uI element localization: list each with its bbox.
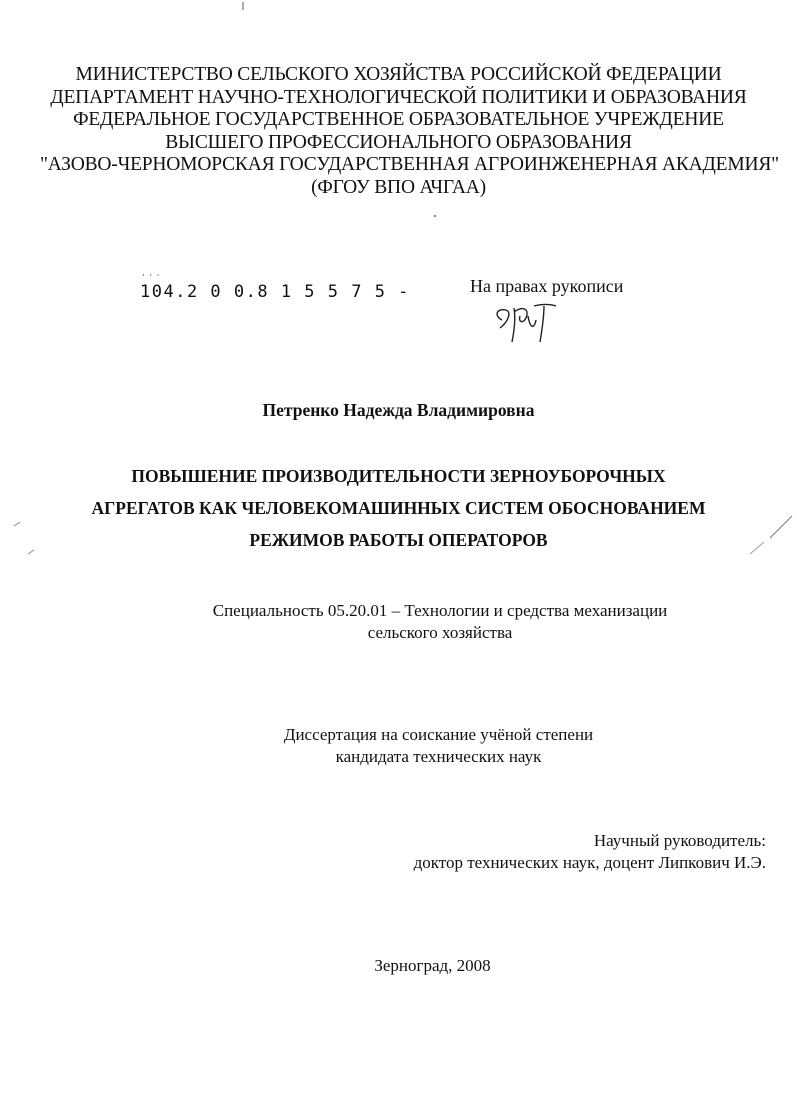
title-line-1: ПОВЫШЕНИЕ ПРОИЗВОДИТЕЛЬНОСТИ ЗЕРНОУБОРОЧНЫХ <box>131 466 666 486</box>
specialty-line-2: сельского хозяйства <box>367 623 513 642</box>
header-line-education-level: ВЫСШЕГО ПРОФЕССИОНАЛЬНОГО ОБРАЗОВАНИЯ <box>165 131 632 153</box>
header-line-institution-type: ФЕДЕРАЛЬНОЕ ГОСУДАРСТВЕННОЕ ОБРАЗОВАТЕЛЬНОЕ УЧРЕЖДЕНИЕ <box>73 109 724 131</box>
degree-line-2: кандидата технических наук <box>335 747 542 766</box>
author-name: Петренко Надежда Владимировна <box>262 400 535 420</box>
title-line-2: АГРЕГАТОВ КАК ЧЕЛОВЕКОМАШИННЫХ СИСТЕМ ОБОСНОВАНИЕМ <box>91 498 706 518</box>
specialty-line-1: Специальность 05.20.01 – Технологии и средства механизации <box>212 601 668 620</box>
scan-mark-right-edge <box>740 510 797 560</box>
degree-line-1: Диссертация на соискание учёной степени <box>283 725 594 744</box>
supervisor-label: Научный руководитель: <box>593 831 766 850</box>
header-line-abbreviation: (ФГОУ ВПО АЧГАА) <box>311 176 486 198</box>
place-and-year: Зерноград, 2008 <box>374 956 491 975</box>
stamp-marks: · · · <box>142 270 161 280</box>
header-line-department: ДЕПАРТАМЕНТ НАУЧНО-ТЕХНОЛОГИЧЕСКОЙ ПОЛИТИКИ И ОБРАЗОВАНИЯ <box>50 86 747 108</box>
dissertation-title <box>60 460 737 556</box>
supervisor-name: доктор технических наук, доцент Липкович И.Э. <box>413 853 766 872</box>
manuscript-rights-label: На правах рукописи <box>470 276 624 296</box>
header-line-ministry: МИНИСТЕРСТВО СЕЛЬСКОГО ХОЗЯЙСТВА РОССИЙСКОЙ ФЕДЕРАЦИИ <box>75 64 722 85</box>
scan-mark-top <box>240 0 246 14</box>
library-stamp-number: 104.2 0 0.8 1 5 5 7 5 - <box>140 282 410 302</box>
specialty-block <box>0 600 797 644</box>
supervisor-block <box>414 830 766 874</box>
title-line-3: РЕЖИМОВ РАБОТЫ ОПЕРАТОРОВ <box>249 530 548 550</box>
degree-block <box>0 724 797 768</box>
signature <box>490 298 560 344</box>
scan-mark-mid <box>432 212 438 220</box>
institution-header <box>40 64 779 200</box>
scan-mark-left-edge <box>10 520 40 560</box>
header-line-academy-name: "АЗОВО-ЧЕРНОМОРСКАЯ ГОСУДАРСТВЕННАЯ АГРОИНЖЕНЕРНАЯ АКАДЕМИЯ" <box>40 154 779 176</box>
